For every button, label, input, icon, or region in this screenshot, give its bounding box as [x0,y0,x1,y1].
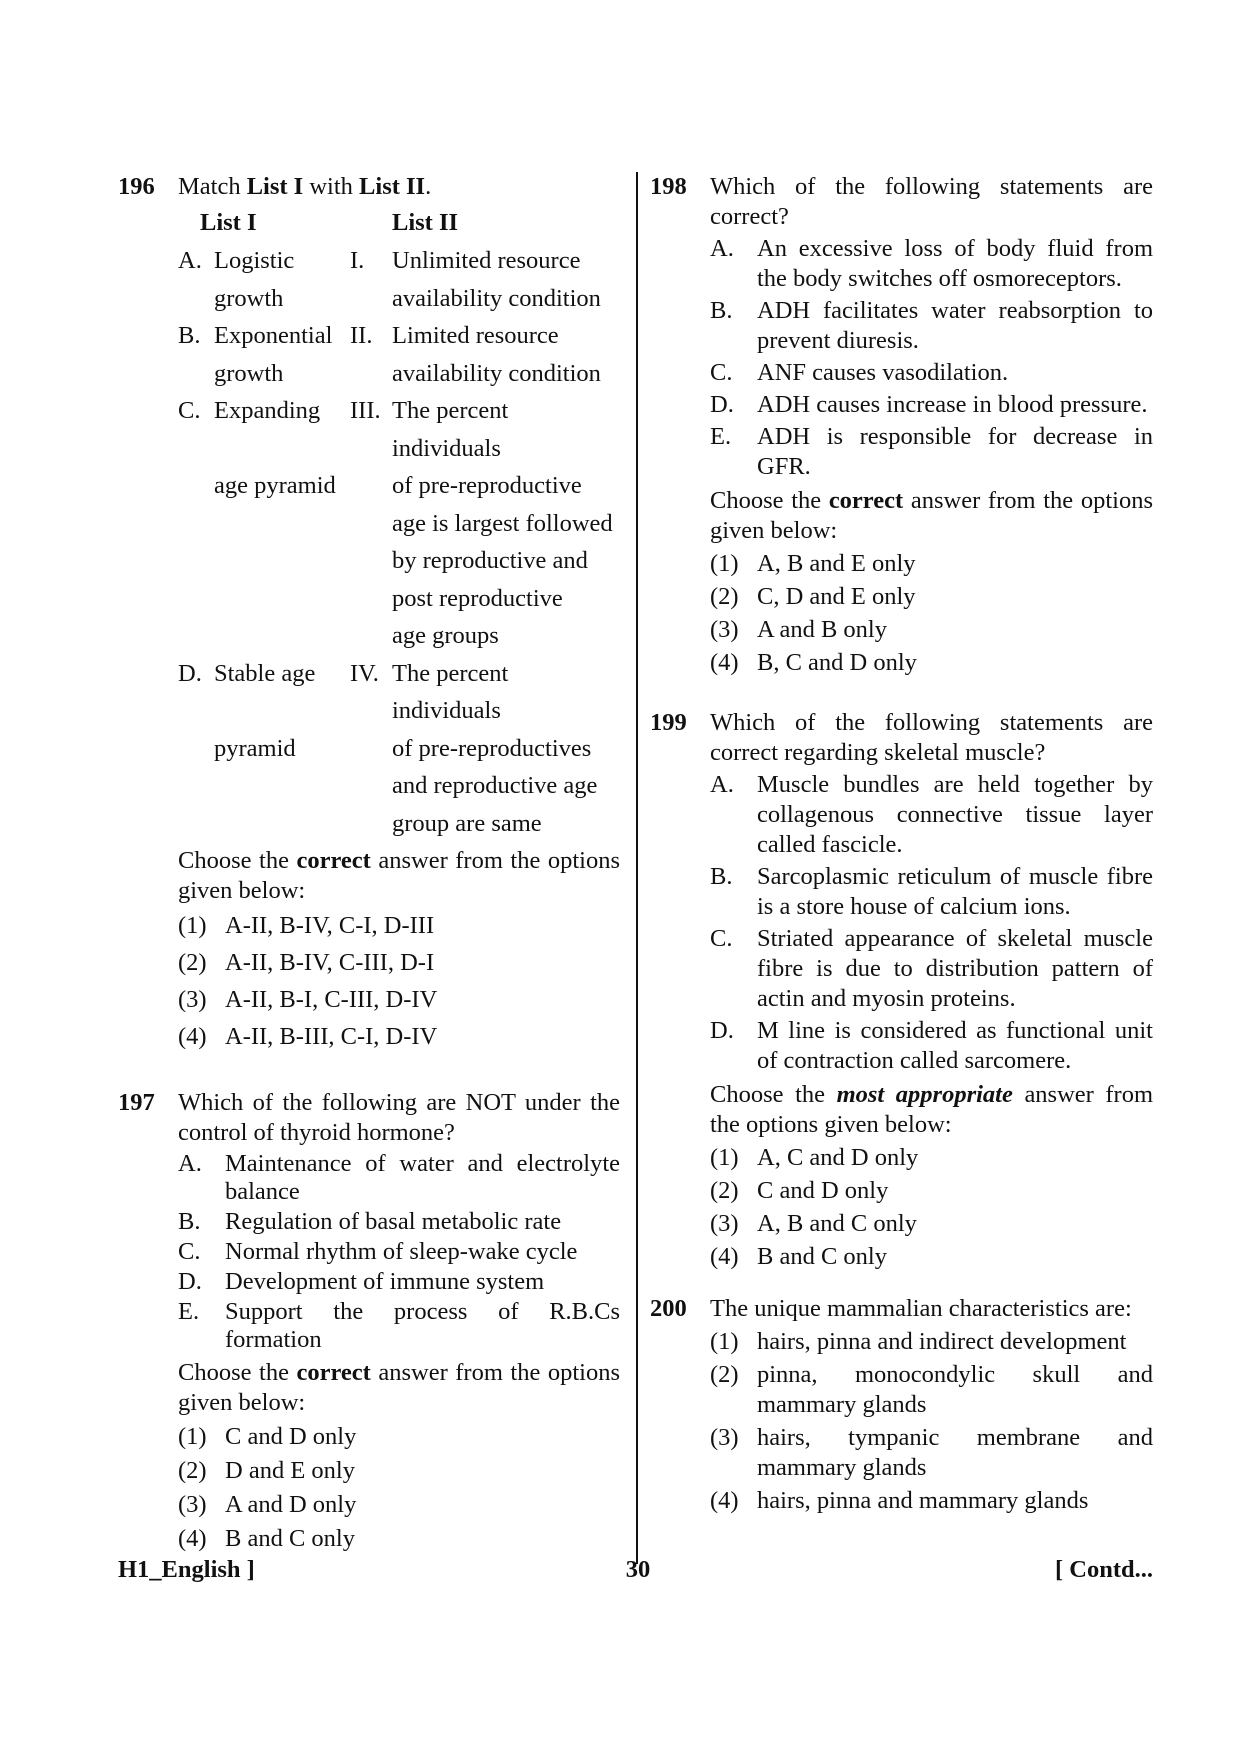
answer-option [710,1486,1153,1516]
statement-label: E. [710,423,732,450]
list-2-item: age groups [392,622,499,649]
statement-label: B. [710,297,733,324]
list-1-item: Exponential [214,322,333,349]
answer-option [178,1421,620,1452]
answer-option [710,1360,1153,1420]
option-label: (4) [178,1525,207,1552]
list-1-item: age pyramid [214,472,336,499]
option-label: (4) [178,1023,207,1050]
list-1-label [178,617,214,655]
option-label: (1) [710,1328,739,1355]
question-number: 198 [650,173,687,200]
statement-item [710,422,1153,482]
left-column [118,172,620,1554]
statement-label: A. [710,235,734,262]
list-2-item: Unlimited resource [392,247,581,274]
option-label: (3) [710,1424,739,1451]
list-2-item: and reproductive age [392,772,598,799]
choose-instruction: Choose the correct answer from the options given below: [178,847,621,904]
match-row [178,542,620,580]
option-text: hairs, pinna and indirect development [757,1328,1127,1355]
statement-text: Development of immune system [225,1268,545,1295]
list-2-label [350,505,392,543]
option-text: B and C only [757,1243,887,1270]
choose-instruction: Choose the most appropriate answer from the options given below: [710,1081,1154,1138]
option-label: (3) [710,1210,739,1237]
statement-item [710,1016,1153,1076]
list-1-item [214,805,350,843]
question-number: 196 [118,173,155,200]
match-row [178,617,620,655]
option-text: A, B and C only [757,1210,917,1237]
option-label: (4) [710,649,739,676]
option-text: A-II, B-IV, C-III, D-I [225,949,435,976]
option-label: (4) [710,1487,739,1514]
question-196 [118,172,620,1054]
list-1-label [178,730,214,768]
match-row [178,392,620,467]
statement-text: Support the process of R.B.Cs formation [225,1298,620,1353]
question-198 [650,172,1153,678]
option-label: (2) [710,1361,739,1388]
list-1-item [214,542,350,580]
match-row [178,355,620,393]
statement-text: Muscle bundles are held together by collagenous connective tissue layer called fascicle. [757,771,1153,858]
list-2-item: Limited resource [392,322,559,349]
list-1-item: pyramid [214,734,296,762]
list-1-item [214,505,350,543]
option-label: (1) [178,1423,207,1450]
answer-option [710,1242,1153,1272]
option-text: A and B only [757,616,887,643]
option-text: A-II, B-III, C-I, D-IV [225,1023,438,1050]
statement-label: A. [710,771,734,798]
statement-label: B. [710,863,733,890]
list-2-item: age is largest followed [392,509,613,537]
statement-text: Sarcoplasmic reticulum of muscle fibre is a store house of calcium ions. [757,863,1153,920]
answer-option [710,1143,1153,1173]
list-2-label [350,580,392,618]
list-1-label: C. [178,397,201,424]
answer-option [178,946,620,980]
list-2-label [350,542,392,580]
statement-label: C. [710,925,733,952]
list-2-item: The percent individuals [392,659,509,724]
statement-item [178,1238,620,1266]
statement-label: D. [710,1017,734,1044]
statement-item [710,924,1153,1014]
question-200 [650,1294,1153,1516]
match-table [178,204,620,842]
option-label: (3) [178,986,207,1013]
statement-text: ADH causes increase in blood pressure. [757,391,1148,418]
statement-label: A. [178,1150,202,1177]
match-row [178,242,620,280]
list-2-item: by reproductive and [392,547,588,574]
list-2-label: I. [350,247,365,274]
statement-label: C. [710,359,733,386]
list-1-label [178,805,214,843]
answer-option [178,1489,620,1520]
statement-text: ANF causes vasodilation. [757,359,1009,386]
question-text: Which of the following statements are correct? [710,173,1153,230]
statement-text: M line is considered as functional unit of contraction called sarcomere. [757,1017,1153,1074]
statement-item [710,770,1153,860]
statement-item [710,296,1153,356]
option-label: (4) [710,1243,739,1270]
list-2-label [350,730,392,768]
list-1-label [178,767,214,805]
list-2-item: availability condition [392,359,601,387]
list-2-item: post reproductive [392,584,563,612]
match-row [178,467,620,505]
statement-item [178,1208,620,1236]
option-text: C, D and E only [757,583,916,610]
option-text: A and D only [225,1491,357,1518]
statement-label: D. [178,1268,202,1295]
question-text: Which of the following are NOT under the control of thyroid hormone? [178,1089,620,1146]
list-1-label [178,280,214,318]
question-number: 200 [650,1295,687,1322]
list-1-item: growth [214,359,284,387]
option-label: (1) [710,1144,739,1171]
list-1-item: Expanding [214,397,321,424]
page-number: 30 [625,1556,651,1583]
option-text: C and D only [225,1423,357,1450]
list-2-item: The percent individuals [392,397,509,462]
statement-label: D. [710,391,734,418]
match-row [178,505,620,543]
statement-item [710,390,1153,420]
statement-text: ADH is responsible for decrease in GFR. [757,423,1153,480]
option-label: (2) [710,583,739,610]
option-text: hairs, tympanic membrane and mammary glands [757,1424,1153,1481]
answer-option [710,648,1153,678]
statement-item [710,862,1153,922]
list-1-heading: List I [200,209,257,236]
statement-item [710,234,1153,294]
answer-option [710,582,1153,612]
list-2-item: availability condition [392,284,601,312]
answer-option [178,1020,620,1054]
choose-instruction: Choose the correct answer from the options given below: [710,487,1153,544]
statement-label: E. [178,1298,200,1325]
list-2-label [350,467,392,505]
option-text: hairs, pinna and mammary glands [757,1487,1089,1514]
list-1-label [178,580,214,618]
statements-list [710,770,1153,1076]
option-text: A-II, B-I, C-III, D-IV [225,986,438,1013]
match-row [178,805,620,843]
statement-label: B. [178,1208,201,1235]
statement-text: Striated appearance of skeletal muscle fibre is due to distribution pattern of actin and myosin proteins. [757,925,1153,1012]
answer-option [710,1176,1153,1206]
match-row [178,730,620,768]
list-1-label: A. [178,247,202,274]
options-list [178,909,620,1054]
booklet-code: H1_English ] [118,1556,255,1583]
match-rows [178,242,620,842]
option-text: D and E only [225,1457,355,1484]
list-2-label: II. [350,322,373,349]
choose-instruction: Choose the correct answer from the options given below: [178,1359,621,1416]
match-table-header [178,204,620,242]
statements-list [710,234,1153,482]
list-2-label [350,767,392,805]
list-2-item: group are same [392,809,542,837]
options-list [178,1421,620,1554]
match-row [178,280,620,318]
option-label: (3) [710,616,739,643]
option-label: (3) [178,1491,207,1518]
question-text: The unique mammalian characteristics are: [710,1295,1132,1322]
answer-option [178,1455,620,1486]
answer-option [178,909,620,943]
statement-item [178,1268,620,1296]
list-1-item [214,580,350,618]
statement-item [178,1150,620,1206]
list-1-label: D. [178,659,202,687]
list-2-label: III. [350,397,381,424]
question-197 [118,1088,620,1554]
option-text: A, C and D only [757,1144,919,1171]
answer-option [178,1523,620,1554]
option-label: (2) [178,949,207,976]
statement-text: An excessive loss of body fluid from the body switches off osmoreceptors. [757,235,1153,292]
list-1-item: growth [214,284,284,312]
option-label: (2) [710,1177,739,1204]
list-2-label [350,355,392,393]
list-2-heading: List II [392,209,459,236]
continued-marker: [ Contd... [1054,1556,1153,1583]
list-2-item: of pre-reproductive [392,472,582,499]
option-text: B and C only [225,1525,355,1552]
list-2-label [350,617,392,655]
statement-item [178,1298,620,1354]
statement-item [710,358,1153,388]
match-row [178,655,620,730]
option-label: (1) [178,912,207,939]
list-1-label [178,542,214,580]
statements-list [178,1150,620,1354]
question-text: Match List I with List II. [178,173,432,200]
answer-option [178,983,620,1017]
option-text: pinna, monocondylic skull and mammary glands [757,1361,1153,1418]
question-number: 199 [650,709,687,736]
list-2-label [350,805,392,843]
answer-option [710,1327,1153,1357]
option-label: (1) [710,550,739,577]
option-text: A, B and E only [757,550,916,577]
question-number: 197 [118,1089,155,1116]
list-2-label [350,280,392,318]
column-divider [636,172,638,1564]
list-1-label [178,467,214,505]
answer-option [710,615,1153,645]
question-text: Which of the following statements are correct regarding skeletal muscle? [710,709,1153,766]
list-1-label [178,505,214,543]
option-text: B, C and D only [757,649,917,676]
option-text: A-II, B-IV, C-I, D-III [225,912,435,939]
list-2-item: of pre-reproductives [392,734,592,762]
options-list [710,549,1153,678]
list-1-item [214,767,350,805]
option-label: (2) [178,1457,207,1484]
option-text: C and D only [757,1177,889,1204]
match-row [178,767,620,805]
answer-option [710,1209,1153,1239]
question-199 [650,708,1153,1272]
statement-text: Normal rhythm of sleep-wake cycle [225,1238,578,1265]
list-1-label [178,355,214,393]
list-1-item: Stable age [214,659,316,687]
answer-option [710,1423,1153,1483]
list-1-item [214,617,350,655]
list-2-label: IV. [350,659,379,687]
options-list [710,1143,1153,1272]
match-row [178,317,620,355]
statement-text: Maintenance of water and electrolyte balance [225,1150,620,1205]
options-list [710,1327,1153,1516]
answer-option [710,549,1153,579]
list-1-item: Logistic [214,247,295,274]
statement-label: C. [178,1238,201,1265]
list-1-label: B. [178,322,201,349]
right-column [650,172,1153,1516]
statement-text: Regulation of basal metabolic rate [225,1208,562,1235]
statement-text: ADH facilitates water reabsorption to prevent diuresis. [757,297,1153,354]
match-row [178,580,620,618]
